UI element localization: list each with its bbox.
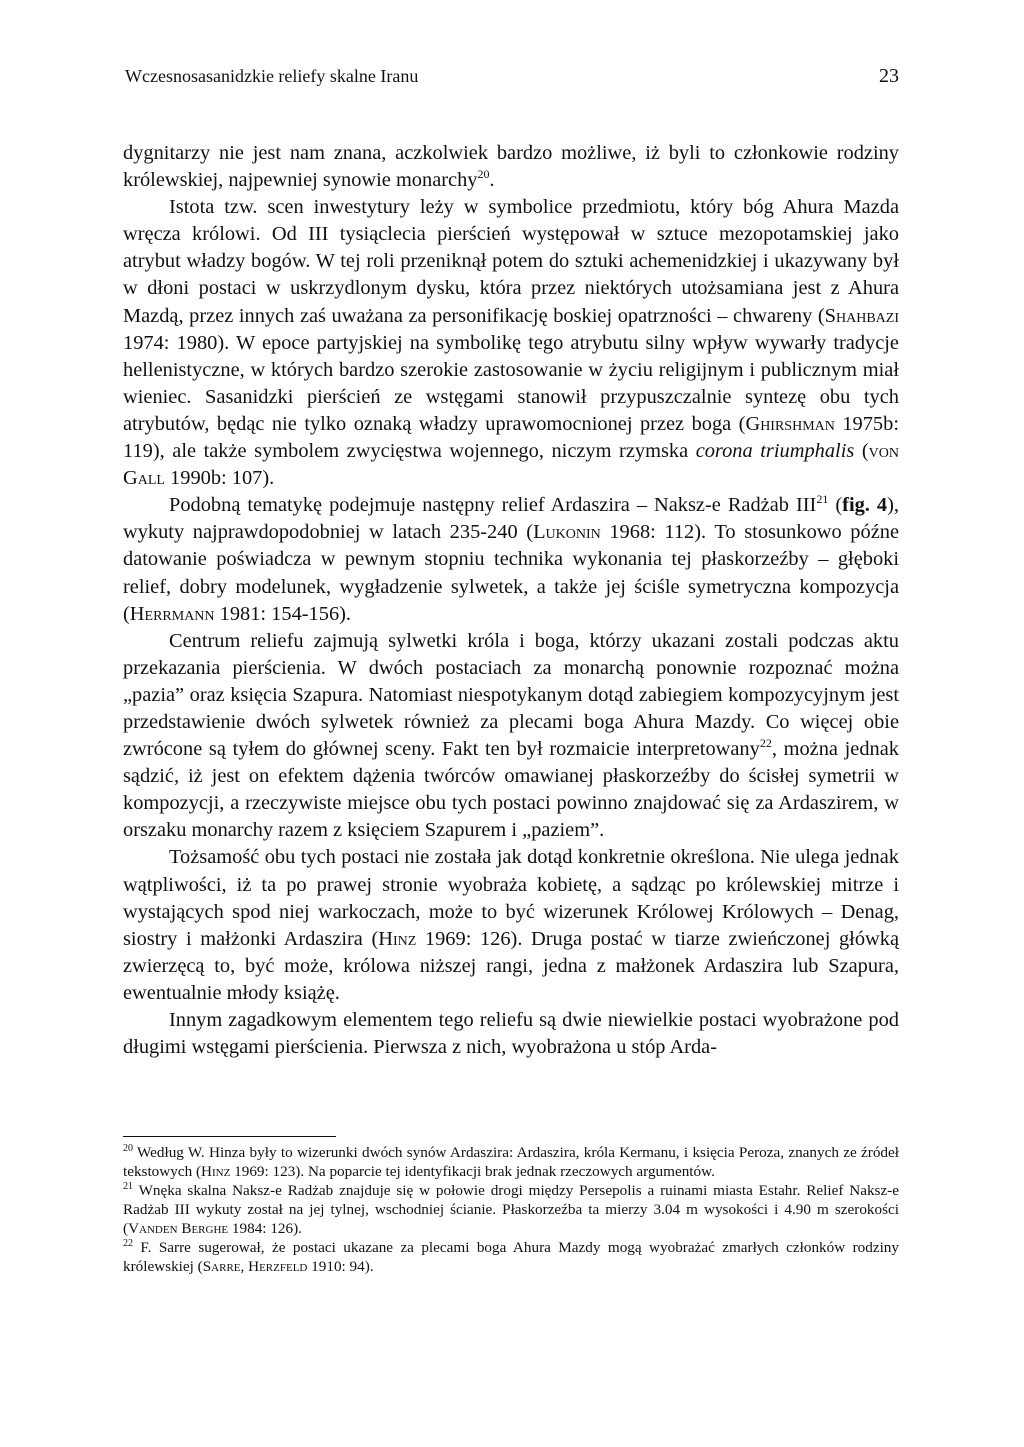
footnote-number: 21: [123, 1180, 133, 1192]
citation-author: Hinz: [378, 927, 417, 950]
paragraph-text: (: [854, 440, 869, 463]
footnote-text: F. Sarre sugerował, że postaci ukazane za plecami boga Ahura Mazdy mogą wyobrażać zmarłych członków rodziny królewskiej (: [123, 1239, 899, 1275]
footnote-text: 1969: 123). Na poparcie tej identyfikacji brak jednak rzeczowych argumentów.: [230, 1163, 715, 1180]
running-head: [125, 64, 899, 88]
paragraph-4: [123, 628, 899, 845]
citation-author: Herrmann: [129, 602, 215, 625]
paragraph-text: dygnitarzy nie jest nam znana, aczkolwiek bardzo możliwe, iż byli to członkowie rodziny królewskiej, najpewniej synowie monarchy: [123, 142, 899, 192]
footnote-text: 1910: 94).: [307, 1258, 374, 1275]
footnote-22: [123, 1238, 899, 1276]
footnote-text: Według W. Hinza były to wizerunki dwóch synów Ardaszira: Ardaszira, króla Kermanu, i księcia Peroza, znanych ze źródeł tekstowych (: [123, 1144, 899, 1180]
footnotes: [123, 1143, 899, 1276]
footnote-20: [123, 1143, 899, 1181]
citation-author: von Gall: [123, 440, 899, 490]
footnote-number: 20: [123, 1142, 133, 1154]
footnote-ref-21: 21: [816, 492, 829, 507]
citation-author: Shahbazi: [824, 304, 899, 327]
paragraph-text: 1974: 1980). W epoce partyjskiej na symbolikę tego atrybutu silny wpływ wywarły tradycje hellenistyczne, w których bardzo szerokie zastosowanie w życiu religijnym i publicznym miał wieniec. Sasanidzki pierścień ze wstęgami stanowił przypuszczalnie syntezę obu tych atrybutów, będąc nie tylko oznaką władzy uprawomocnionej przez boga (: [123, 331, 899, 435]
paragraph-1: [123, 140, 899, 194]
footnote-text: ,: [240, 1258, 249, 1275]
paragraph-text: Tożsamość obu tych postaci nie została jak dotąd konkretnie określona. Nie ulega jednak wątpliwości, iż ta po prawej stronie wyobraża kobietę, a sądząc po królewskiej mitrze i wystających spod niej warkoczach, może to być wizerunek Królowej Królowych – Denag, siostry i małżonki Ardaszira (: [123, 846, 899, 950]
paragraph-5: [123, 844, 899, 1007]
citation-author: Vanden Berghe: [128, 1220, 229, 1237]
paragraph-2: [123, 194, 899, 492]
footnote-ref-20: 20: [477, 167, 490, 182]
page-number: 23: [879, 65, 899, 87]
citation-author: Sarre: [202, 1258, 241, 1275]
paragraph-text: .: [489, 169, 495, 192]
body-text: [123, 140, 899, 1061]
paragraph-3: [123, 492, 899, 627]
paragraph-text: 1981: 154-156).: [214, 602, 352, 625]
figure-ref: fig. 4: [842, 494, 888, 517]
paragraph-6: [123, 1007, 899, 1061]
citation-author: Ghirshman: [745, 412, 835, 435]
paragraph-text: 1968: 112). To stosunkowo późne datowanie poświadcza w pewnym stopniu technika wykonania tej płaskorzeźby – głęboki relief, dobry modelunek, wygładzenie sylwetek, a także jej ściśle symetryczna kompozycja (: [123, 521, 899, 625]
paragraph-text: Podobną tematykę podejmuje następny relief Ardaszira – Naksz-e Radżab III: [169, 494, 817, 517]
footnote-text: 1984: 126).: [228, 1220, 302, 1237]
running-title: Wczesnosasanidzkie reliefy skalne Iranu: [125, 66, 419, 86]
latin-term: corona triumphalis: [695, 440, 855, 463]
paragraph-text: (: [828, 494, 843, 517]
footnote-21: [123, 1181, 899, 1238]
footnote-ref-22: 22: [759, 736, 772, 751]
paragraph-text: Istota tzw. scen inwestytury leży w symbolice przedmiotu, który bóg Ahura Mazda wręcza królowi. Od III tysiąclecia pierścień występował w sztuce mezopotamskiej jako atrybut władzy bogów. W tej roli przeniknął potem do sztuki achemenidzkiej i ukazywany był w dłoni postaci w uskrzydlonym dysku, która przez niektórych utożsamiana jest z Ahura Mazdą, przez innych zaś uważana za personifikację boskiej opatrzności – chwareny (: [123, 196, 899, 327]
paragraph-text: Centrum reliefu zajmują sylwetki króla i boga, którzy ukazani zostali podczas aktu przekazania pierścienia. W dwóch postaciach za monarchą ponownie rozpoznać można „pazia” oraz księcia Szapura. Natomiast niespotykanym dotąd zabiegiem kompozycyjnym jest przedstawienie dwóch sylwetek również za plecami boga Ahura Mazdy. Co więcej obie zwrócone są tyłem do głównej sceny. Fakt ten był rozmaicie interpretowany: [123, 629, 899, 761]
citation-author: Hinz: [201, 1163, 231, 1180]
citation-author: Lukonin: [533, 521, 601, 544]
paragraph-text: 1975b: 119), ale także symbolem zwycięstwa wojennego, niczym rzymska: [123, 412, 899, 463]
citation-author: Herzfeld: [248, 1258, 308, 1275]
paragraph-text: Innym zagadkowym elementem tego reliefu są dwie niewielkie postaci wyobrażone pod długimi wstęgami pierścienia. Pierwsza z nich, wyobrażona u stóp Arda-: [123, 1009, 899, 1059]
footnote-text: Wnęka skalna Naksz-e Radżab znajduje się w połowie drogi między Persepolis a ruinami miasta Estahr. Relief Naksz-e Radżab III wykuty został na jej tylnej, wschodniej ścianie. Płaskorzeźba ta mierzy 3.04 m wysokości i 4.90 m szerokości (: [123, 1182, 899, 1237]
paragraph-text: ), wykuty najprawdopodobniej w latach 235-240 (: [123, 494, 899, 544]
footnote-separator: [123, 1136, 336, 1137]
footnote-number: 22: [123, 1237, 133, 1249]
paragraph-text: 1990b: 107).: [164, 467, 275, 490]
paragraph-text: 1969: 126). Druga postać w tiarze zwieńczonej główką zwierzęcą to, być może, królowa niższej rangi, jedna z małżonek Ardaszira lub Szapura, ewentualnie młody książę.: [123, 927, 900, 1004]
paragraph-text: , można jednak sądzić, iż jest on efektem dążenia twórców omawianej płaskorzeźby do ścisłej symetrii w kompozycji, a rzeczywiste miejsce obu tych postaci powinno znajdować się za Ardaszirem, w orszaku monarchy razem z księciem Szapurem i „paziem”.: [123, 738, 899, 842]
